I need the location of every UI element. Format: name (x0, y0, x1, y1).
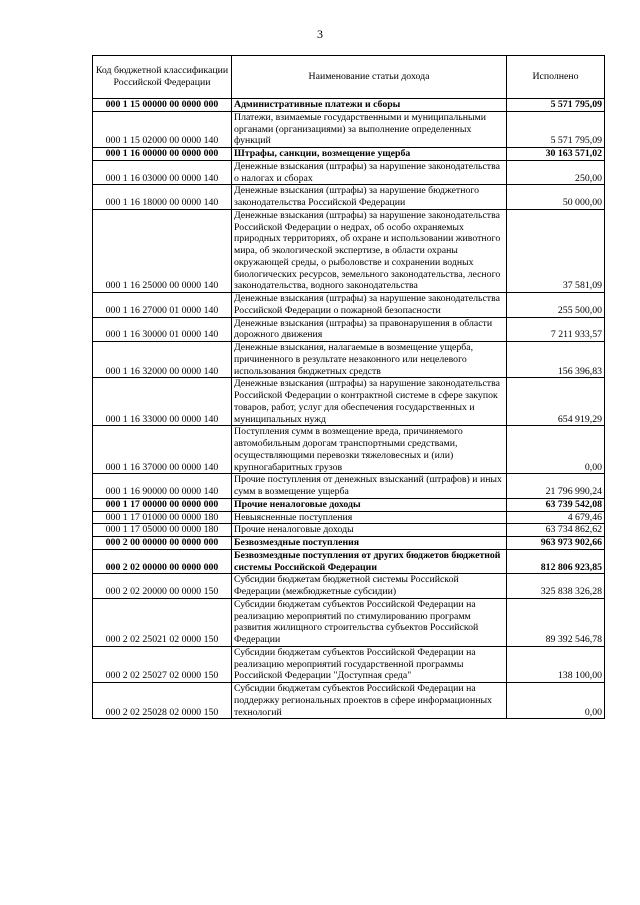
row-amount: 50 000,00 (507, 185, 605, 210)
row-name: Денежные взыскания (штрафы) за нарушение законодательства Российской Федерации о недрах, об особо охраняемых природных территориях, об охране и использовании животного мира, об экологической экспертизе, в области охраны окружающей среды, о рыболовстве и сохранении водных биологических ресурсов, земельного законодательства, лесного законодательства, водного законодательства (232, 209, 507, 292)
table-row (93, 511, 605, 524)
table-row (93, 646, 605, 682)
row-code: 000 2 02 00000 00 0000 000 (93, 549, 232, 574)
row-code: 000 1 16 90000 00 0000 140 (93, 474, 232, 499)
row-amount: 30 163 571,02 (507, 148, 605, 161)
row-amount: 5 571 795,09 (507, 111, 605, 147)
row-code: 000 2 02 25021 02 0000 150 (93, 598, 232, 646)
row-name: Денежные взыскания (штрафы) за нарушение бюджетного законодательства Российской Федерации (232, 185, 507, 210)
row-name: Штрафы, санкции, возмещение ущерба (232, 148, 507, 161)
table-row (93, 99, 605, 112)
row-amount: 7 211 933,57 (507, 317, 605, 342)
row-name: Прочие поступления от денежных взысканий (штрафов) и иных сумм в возмещение ущерба (232, 474, 507, 499)
row-amount: 21 796 990,24 (507, 474, 605, 499)
row-code: 000 1 16 18000 00 0000 140 (93, 185, 232, 210)
row-amount: 63 734 862,62 (507, 524, 605, 537)
table-body (93, 99, 605, 719)
row-amount: 654 919,29 (507, 378, 605, 426)
row-code: 000 1 17 01000 00 0000 180 (93, 511, 232, 524)
row-code: 000 2 02 25028 02 0000 150 (93, 683, 232, 719)
table-row (93, 474, 605, 499)
header-code: Код бюджетной классификации Российской Федерации (93, 56, 232, 99)
table-row (93, 111, 605, 147)
row-name: Субсидии бюджетам субъектов Российской Федерации на реализацию мероприятий по стимулированию программ развития жилищного строительства субъектов Российской Федерации (232, 598, 507, 646)
row-code: 000 1 16 25000 00 0000 140 (93, 209, 232, 292)
row-code: 000 1 16 33000 00 0000 140 (93, 378, 232, 426)
table-row (93, 148, 605, 161)
row-name: Прочие неналоговые доходы (232, 498, 507, 511)
row-name: Денежные взыскания (штрафы) за нарушение законодательства о налогах и сборах (232, 160, 507, 185)
row-name: Субсидии бюджетам бюджетной системы Российской Федерации (межбюджетные субсидии) (232, 574, 507, 599)
table-row (93, 426, 605, 474)
row-amount: 63 739 542,08 (507, 498, 605, 511)
row-code: 000 1 16 27000 01 0000 140 (93, 293, 232, 318)
row-amount: 812 806 923,85 (507, 549, 605, 574)
row-amount: 37 581,09 (507, 209, 605, 292)
row-name: Субсидии бюджетам субъектов Российской Федерации на реализацию мероприятий государственной программы Российской Федерации "Доступная среда" (232, 646, 507, 682)
row-amount: 963 973 902,66 (507, 537, 605, 550)
row-amount: 0,00 (507, 683, 605, 719)
table-row (93, 293, 605, 318)
table-row (93, 524, 605, 537)
table-row (93, 378, 605, 426)
row-code: 000 1 15 02000 00 0000 140 (93, 111, 232, 147)
budget-table (92, 55, 605, 719)
row-name: Денежные взыскания (штрафы) за нарушение законодательства Российской Федерации о контрактной системе в сфере закупок товаров, работ, услуг для обеспечения государственных и муниципальных нужд (232, 378, 507, 426)
row-code: 000 1 16 32000 00 0000 140 (93, 342, 232, 378)
table-row (93, 549, 605, 574)
row-name: Денежные взыскания (штрафы) за правонарушения в области дорожного движения (232, 317, 507, 342)
row-amount: 5 571 795,09 (507, 99, 605, 112)
row-amount: 0,00 (507, 426, 605, 474)
row-code: 000 1 15 00000 00 0000 000 (93, 99, 232, 112)
row-amount: 138 100,00 (507, 646, 605, 682)
table-row (93, 317, 605, 342)
table-row (93, 498, 605, 511)
row-code: 000 1 16 30000 01 0000 140 (93, 317, 232, 342)
row-name: Безвозмездные поступления (232, 537, 507, 550)
table-row (93, 574, 605, 599)
row-code: 000 2 00 00000 00 0000 000 (93, 537, 232, 550)
table-row (93, 160, 605, 185)
table-row (93, 342, 605, 378)
row-code: 000 1 16 03000 00 0000 140 (93, 160, 232, 185)
table-row (93, 598, 605, 646)
row-name: Невыясненные поступления (232, 511, 507, 524)
row-amount: 89 392 546,78 (507, 598, 605, 646)
row-amount: 255 500,00 (507, 293, 605, 318)
row-amount: 156 396,83 (507, 342, 605, 378)
table-row (93, 537, 605, 550)
row-name: Денежные взыскания (штрафы) за нарушение законодательства Российской Федерации о пожарной безопасности (232, 293, 507, 318)
table-row (93, 209, 605, 292)
row-name: Административные платежи и сборы (232, 99, 507, 112)
table-row (93, 185, 605, 210)
row-code: 000 1 16 37000 00 0000 140 (93, 426, 232, 474)
table-header-row (93, 56, 605, 99)
row-name: Прочие неналоговые доходы (232, 524, 507, 537)
row-code: 000 1 16 00000 00 0000 000 (93, 148, 232, 161)
row-name: Денежные взыскания, налагаемые в возмещение ущерба, причиненного в результате незаконного или нецелевого использования бюджетных средств (232, 342, 507, 378)
row-amount: 4 679,46 (507, 511, 605, 524)
row-code: 000 1 17 00000 00 0000 000 (93, 498, 232, 511)
table-row (93, 683, 605, 719)
row-amount: 250,00 (507, 160, 605, 185)
header-amount: Исполнено (507, 56, 605, 99)
row-name: Поступления сумм в возмещение вреда, причиняемого автомобильным дорогам транспортными средствами, осуществляющими перевозки тяжеловесных и (или) крупногабаритных грузов (232, 426, 507, 474)
row-name: Безвозмездные поступления от других бюджетов бюджетной системы Российской Федерации (232, 549, 507, 574)
header-name: Наименование статьи дохода (232, 56, 507, 99)
row-name: Платежи, взимаемые государственными и муниципальными органами (организациями) за выполнение определенных функций (232, 111, 507, 147)
row-amount: 325 838 326,28 (507, 574, 605, 599)
row-name: Субсидии бюджетам субъектов Российской Федерации на поддержку региональных проектов в сфере информационных технологий (232, 683, 507, 719)
page-number: 3 (317, 27, 323, 41)
row-code: 000 1 17 05000 00 0000 180 (93, 524, 232, 537)
row-code: 000 2 02 25027 02 0000 150 (93, 646, 232, 682)
row-code: 000 2 02 20000 00 0000 150 (93, 574, 232, 599)
